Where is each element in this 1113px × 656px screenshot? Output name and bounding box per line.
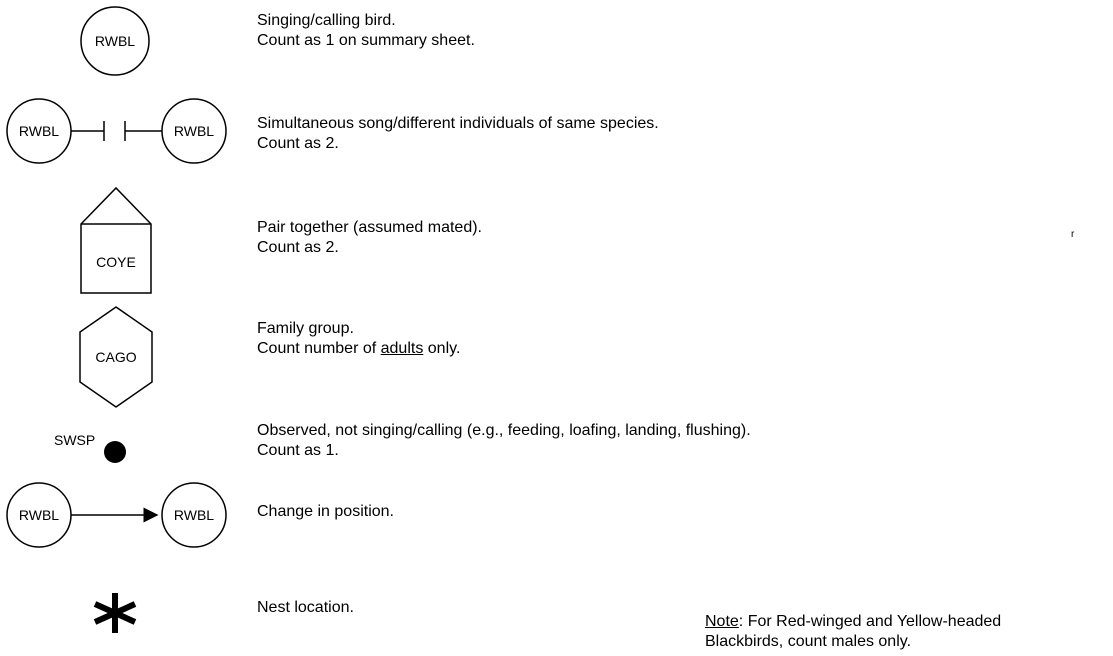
desc-line2: Count as 1 on summary sheet.: [257, 32, 475, 49]
stray-mark: r: [1071, 229, 1075, 240]
desc-line2: Count as 2.: [257, 135, 339, 152]
singing-bird-symbol: [81, 7, 149, 75]
emphasis-adults: adults: [380, 340, 424, 357]
species-code-label: CAGO: [95, 349, 137, 365]
species-code-label-left: RWBL: [18, 123, 60, 139]
desc-line1: Nest location.: [257, 599, 354, 616]
observed-bird-symbol: [54, 432, 126, 463]
note-line2: Blackbirds, count males only.: [705, 633, 912, 650]
line2-prefix: Count number of: [257, 340, 381, 357]
note-line1-rest: : For Red-winged and Yellow-headed: [738, 613, 1002, 630]
desc-line1: Family group.: [257, 320, 354, 337]
species-code-label-right: RWBL: [173, 123, 215, 139]
pair-together-symbol: [81, 188, 151, 293]
legend-desc-simultaneous: [257, 114, 659, 154]
desc-line2: Count as 1.: [257, 442, 339, 459]
desc-line2: [257, 339, 460, 359]
legend-desc-nest: [257, 598, 354, 618]
desc-line1: Change in position.: [257, 503, 394, 520]
note-label: Note: [705, 613, 739, 630]
blackbird-note: [705, 612, 1001, 652]
nest-asterisk-icon: [0, 0, 135, 633]
legend-desc-singing: [257, 11, 475, 51]
family-group-symbol: [80, 307, 152, 407]
desc-line1: Singing/calling bird.: [257, 12, 396, 29]
desc-line1: Simultaneous song/different individuals of same species.: [257, 115, 659, 132]
legend-desc-change: [257, 502, 394, 522]
species-code-label: COYE: [96, 254, 136, 270]
species-code-label: SWSP: [54, 432, 96, 448]
species-code-label-right: RWBL: [173, 507, 215, 523]
desc-line1: Pair together (assumed mated).: [257, 219, 482, 236]
legend-symbols: [0, 0, 300, 656]
species-code-label-left: RWBL: [18, 507, 60, 523]
line2-suffix: only.: [423, 340, 461, 357]
desc-line1: Observed, not singing/calling (e.g., feeding, loafing, landing, flushing).: [257, 422, 751, 439]
species-code-label: RWBL: [94, 33, 136, 49]
note-line1: [705, 613, 1001, 630]
nest-glyph-text: *: [0, 0, 1, 1]
legend-desc-family: [257, 319, 460, 359]
desc-line2: Count as 2.: [257, 239, 339, 256]
simultaneous-song-symbol: [7, 99, 226, 163]
change-position-symbol: [7, 483, 226, 547]
legend-desc-pair: [257, 218, 482, 258]
legend-desc-observed: [257, 421, 751, 461]
